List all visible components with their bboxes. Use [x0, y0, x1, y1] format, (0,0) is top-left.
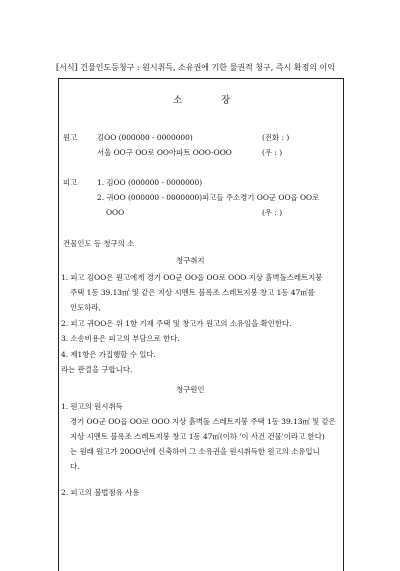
claim-line: 2. 피고 귀OO은 위 1항 기재 주택 및 창고가 원고의 소유임을 확인한다. — [61, 319, 292, 328]
case-name: 건물인도 등 청구의 소 — [63, 239, 135, 248]
section-2-title: 2. 피고의 불법점유 사용 — [61, 488, 140, 497]
claim-line: 주택 1동 39.13㎡ 및 같은 지상 시멘트 블록조 스레트지붕 창고 1동 47㎡를 — [70, 288, 315, 297]
defendant-line-3: OOO — [106, 208, 125, 217]
plaintiff-name: 김OO (000000 - 0000000) — [97, 133, 193, 142]
section-1-title: 1. 원고의 원시취득 — [61, 402, 123, 411]
section-1-line: 경기 OO군 OO읍 OO로 OOO 지상 흙벽돌 스레트지붕 주택 1동 39.13㎡ 및 같은 — [70, 417, 336, 426]
defendant-zip: (우 : ) — [262, 208, 283, 217]
title-char-1: 소 — [173, 95, 184, 106]
plaintiff-label: 원고 — [63, 133, 78, 142]
plaintiff-address: 서울 OO구 OO로 OO아파트 OOO-OOO — [97, 148, 232, 157]
defendant-line-1: 1. 김OO (000000 - 0000000) — [97, 178, 203, 187]
claim-line: 4. 제1항은 가집행할 수 있다. — [61, 350, 156, 359]
defendant-label: 피고 — [63, 178, 78, 187]
plaintiff-zip: (우 : ) — [262, 148, 283, 157]
section-1-line: 지상 시멘트 블록조 스레트지붕 창고 1동 47㎡(이하 '이 사건 건물'이라고 한다) — [70, 432, 325, 441]
plaintiff-phone: (전화 : ) — [262, 133, 290, 142]
defendant-line-2: 2. 귀OO (000000 - 0000000)피고들 주소경기 OO군 OO읍 OO로 — [97, 193, 320, 202]
claim-line: 인도하라, — [70, 303, 101, 312]
claim-heading: 청구취지 — [176, 256, 205, 265]
claim-line: 1. 피고 김OO은 원고에게 경기 OO군 OO읍 OO로 OOO 지상 흙벽돌스레트지붕 — [61, 273, 323, 282]
cause-heading: 청구원인 — [176, 385, 205, 394]
document-header: [서식] 건물인도등청구 : 원시취득, 소유권에 기한 물권적 청구, 즉시 확정의 이익 — [56, 63, 336, 72]
claim-line: 라는 판결을 구합니다. — [61, 365, 133, 374]
section-1-line: 다. — [70, 462, 80, 471]
section-1-line: 는 원래 원고가 20OO년에 신축하여 그 소유권을 원시취득한 원고의 소유입니 — [70, 447, 320, 456]
title-char-2: 장 — [221, 95, 232, 106]
claim-line: 3. 소송비용은 피고의 부담으로 한다. — [61, 334, 180, 343]
